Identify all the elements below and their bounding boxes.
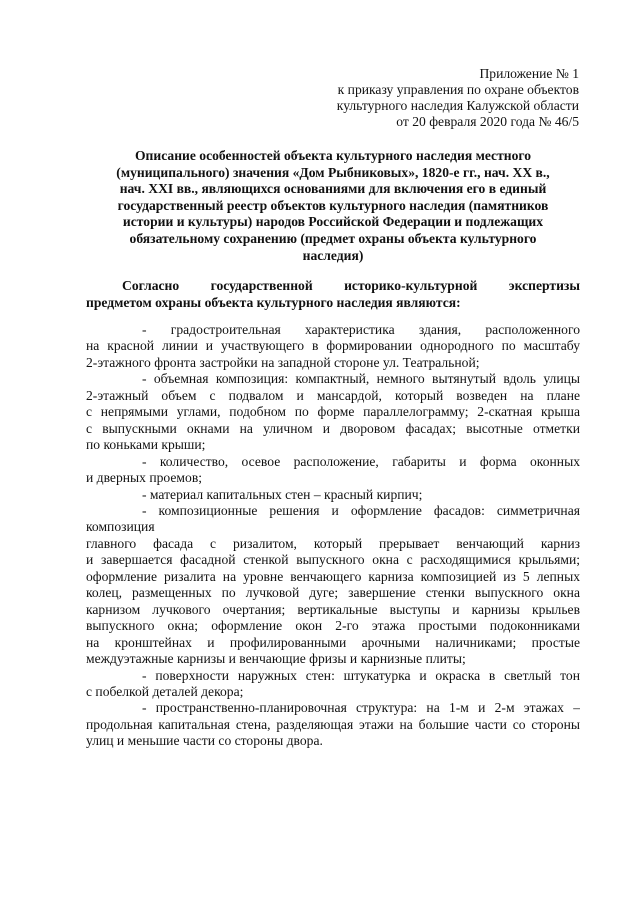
order-date: от 20 февраля 2020 года № 46/5 <box>396 114 579 129</box>
list-item-line: выпускного окна; оформление окон 2-го этажа простыми подоконниками <box>86 618 580 634</box>
list-item-line: и завершается фасадной стенкой выпускного окна с расходящимися крыльями; <box>86 552 580 568</box>
appendix-number: Приложение № 1 <box>479 66 579 81</box>
protection-subject-list <box>86 322 580 750</box>
title-line: нач. XXI вв., являющихся основаниями для включения его в единый <box>119 181 547 197</box>
list-item-line: колец, размещенных по лучковой дуге; завершение стенки выпускного окна <box>86 585 580 601</box>
list-item-line: - поверхности наружных стен: штукатурка и окраска в светлый тон <box>142 667 580 683</box>
list-item-line: по коньками крыши; <box>86 437 206 453</box>
list-item-line: - градостроительная характеристика здания, расположенного <box>142 322 580 337</box>
appendix-header <box>337 66 579 130</box>
list-item-line: композиция <box>86 519 155 535</box>
list-item-line: главного фасада с ризалитом, который прерывает венчающий карниз <box>86 535 580 551</box>
list-item-line: с побелкой деталей декора; <box>86 683 244 699</box>
list-item-line: карнизом лучкового очертания; вертикальные выступы и карнизы крыльев <box>86 601 580 617</box>
list-item-line: междуэтажные карнизы и венчающие фризы и карнизные плиты; <box>86 651 466 667</box>
title-line: обязательному сохранению (предмет охраны объекта культурного <box>129 230 537 246</box>
list-item-line: с непрямыми углами, подобном по форме параллелограмму; 2-скатная крыша <box>86 404 580 420</box>
title-line: (муниципального) значения «Дом Рыбниковых», 1820-е гг., нач. XX в., <box>116 164 550 180</box>
list-item-line: 2-этажный объем с подвалом и мансардой, который возведен на плане <box>86 387 580 403</box>
authority-name: культурного наследия Калужской области <box>336 98 579 113</box>
list-item-line: - количество, осевое расположение, габариты и форма оконных <box>142 453 580 469</box>
document-title <box>86 148 580 264</box>
list-item-line: 2-этажного фронта застройки на западной стороне ул. Театральной; <box>86 354 480 370</box>
list-item-line: продольная капитальная стена, разделяющая этажи на большие части со стороны <box>86 716 580 732</box>
list-item-line: на красной линии и участвующего в формировании однородного по масштабу <box>86 338 580 354</box>
list-item-line: - объемная композиция: компактный, немного вытянутый вдоль улицы <box>142 371 580 387</box>
title-line: истории и культуры) народов Российской Федерации и подлежащих <box>122 214 544 230</box>
list-item-line: и дверных проемов; <box>86 470 203 486</box>
list-item-line: оформление ризалита на уровне венчающего карниза композицией из 5 лепных <box>86 568 580 584</box>
intro-line: Согласно государственной историко-культурной экспертизы <box>122 278 580 293</box>
list-item-line: улиц и меньшие части со стороны двора. <box>86 733 323 749</box>
list-item-line: с выпускными окнами на уличном и дворовом фасадах; высотные отметки <box>86 420 580 436</box>
title-line: государственный реестр объектов культурного наследия (памятников <box>117 197 549 213</box>
intro-line: предметом охраны объекта культурного наследия являются: <box>86 294 461 310</box>
intro-paragraph <box>86 278 580 311</box>
list-item-line: на кронштейнах и профилированными арочными наличниками; простые <box>86 634 580 650</box>
order-reference: к приказу управления по охране объектов <box>337 82 579 97</box>
title-line: Описание особенностей объекта культурного наследия местного <box>134 148 532 163</box>
list-item-line: - материал капитальных стен – красный кирпич; <box>142 486 423 502</box>
list-item-line: - композиционные решения и оформление фасадов: симметричная <box>142 502 580 518</box>
list-item-line: - пространственно-планировочная структура: на 1-м и 2-м этажах – <box>142 700 580 716</box>
title-line: наследия) <box>302 247 364 263</box>
